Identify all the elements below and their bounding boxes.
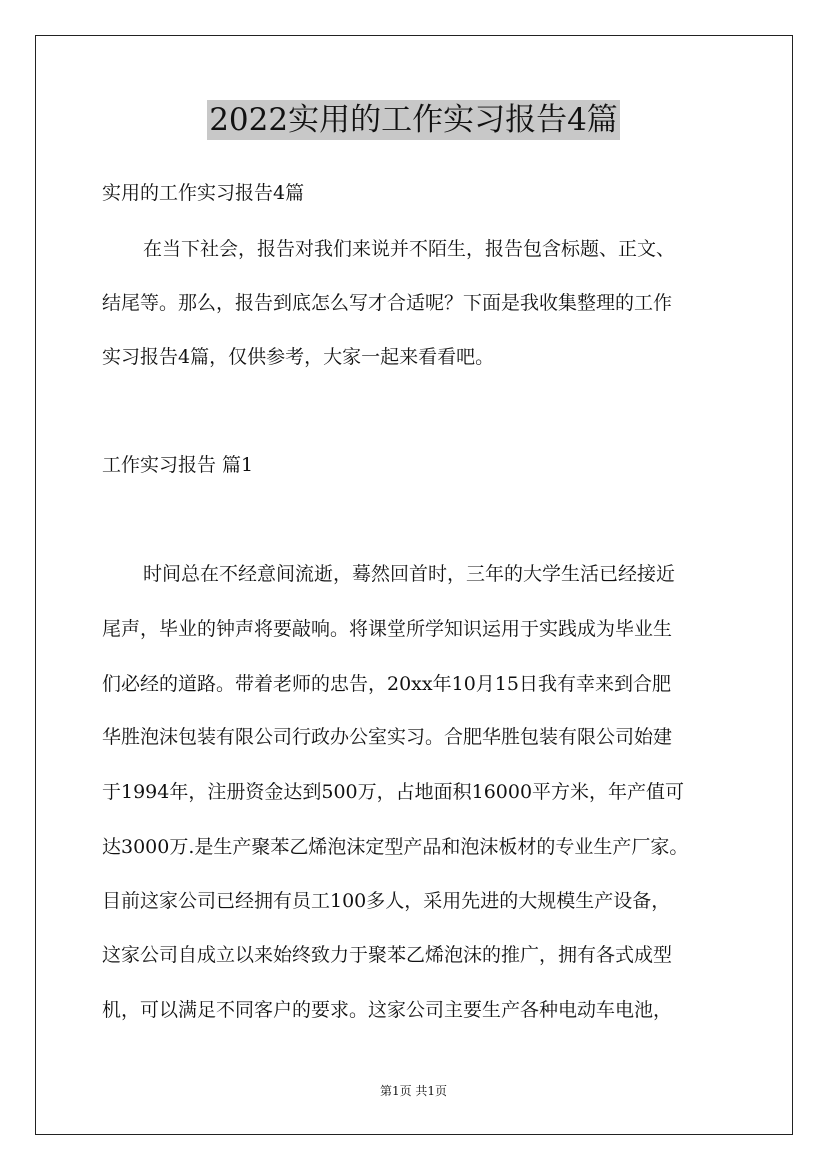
document-subtitle: 实用的工作实习报告4篇 [102,182,305,204]
body-line-1: 时间总在不经意间流逝，蓦然回首时，三年的大学生活已经接近 [143,563,676,585]
body-line-4: 华胜泡沫包装有限公司行政办公室实习。合肥华胜包装有限公司始建 [102,726,673,748]
intro-line-1: 在当下社会，报告对我们来说并不陌生，报告包含标题、正文、 [143,238,676,260]
document-title: 2022实用的工作实习报告4篇 [209,102,618,138]
body-line-9: 机，可以满足不同客户的要求。这家公司主要生产各种电动车电池， [102,999,673,1021]
section-heading: 工作实习报告 篇1 [102,454,254,476]
body-line-8: 这家公司自成立以来始终致力于聚苯乙烯泡沫的推广，拥有各式成型 [102,944,673,966]
intro-line-2: 结尾等。那么，报告到底怎么写才合适呢？下面是我收集整理的工作 [102,292,673,314]
body-line-5: 于1994年，注册资金达到500万，占地面积16000平方米，年产值可 [102,781,685,803]
title-container [0,100,827,140]
body-line-6: 达3000万.是生产聚苯乙烯泡沫定型产品和泡沫板材的专业生产厂家。 [102,836,689,858]
body-line-3: 们必经的道路。带着老师的忠告，20xx年10月15日我有幸来到合肥 [102,673,671,695]
page-footer: 第1页 共1页 [379,1084,448,1098]
body-line-7: 目前这家公司已经拥有员工100多人，采用先进的大规模生产设备， [102,890,671,912]
intro-line-3: 实习报告4篇，仅供参考，大家一起来看看吧。 [102,346,495,368]
body-line-2: 尾声，毕业的钟声将要敲响。将课堂所学知识运用于实践成为毕业生 [102,618,673,640]
